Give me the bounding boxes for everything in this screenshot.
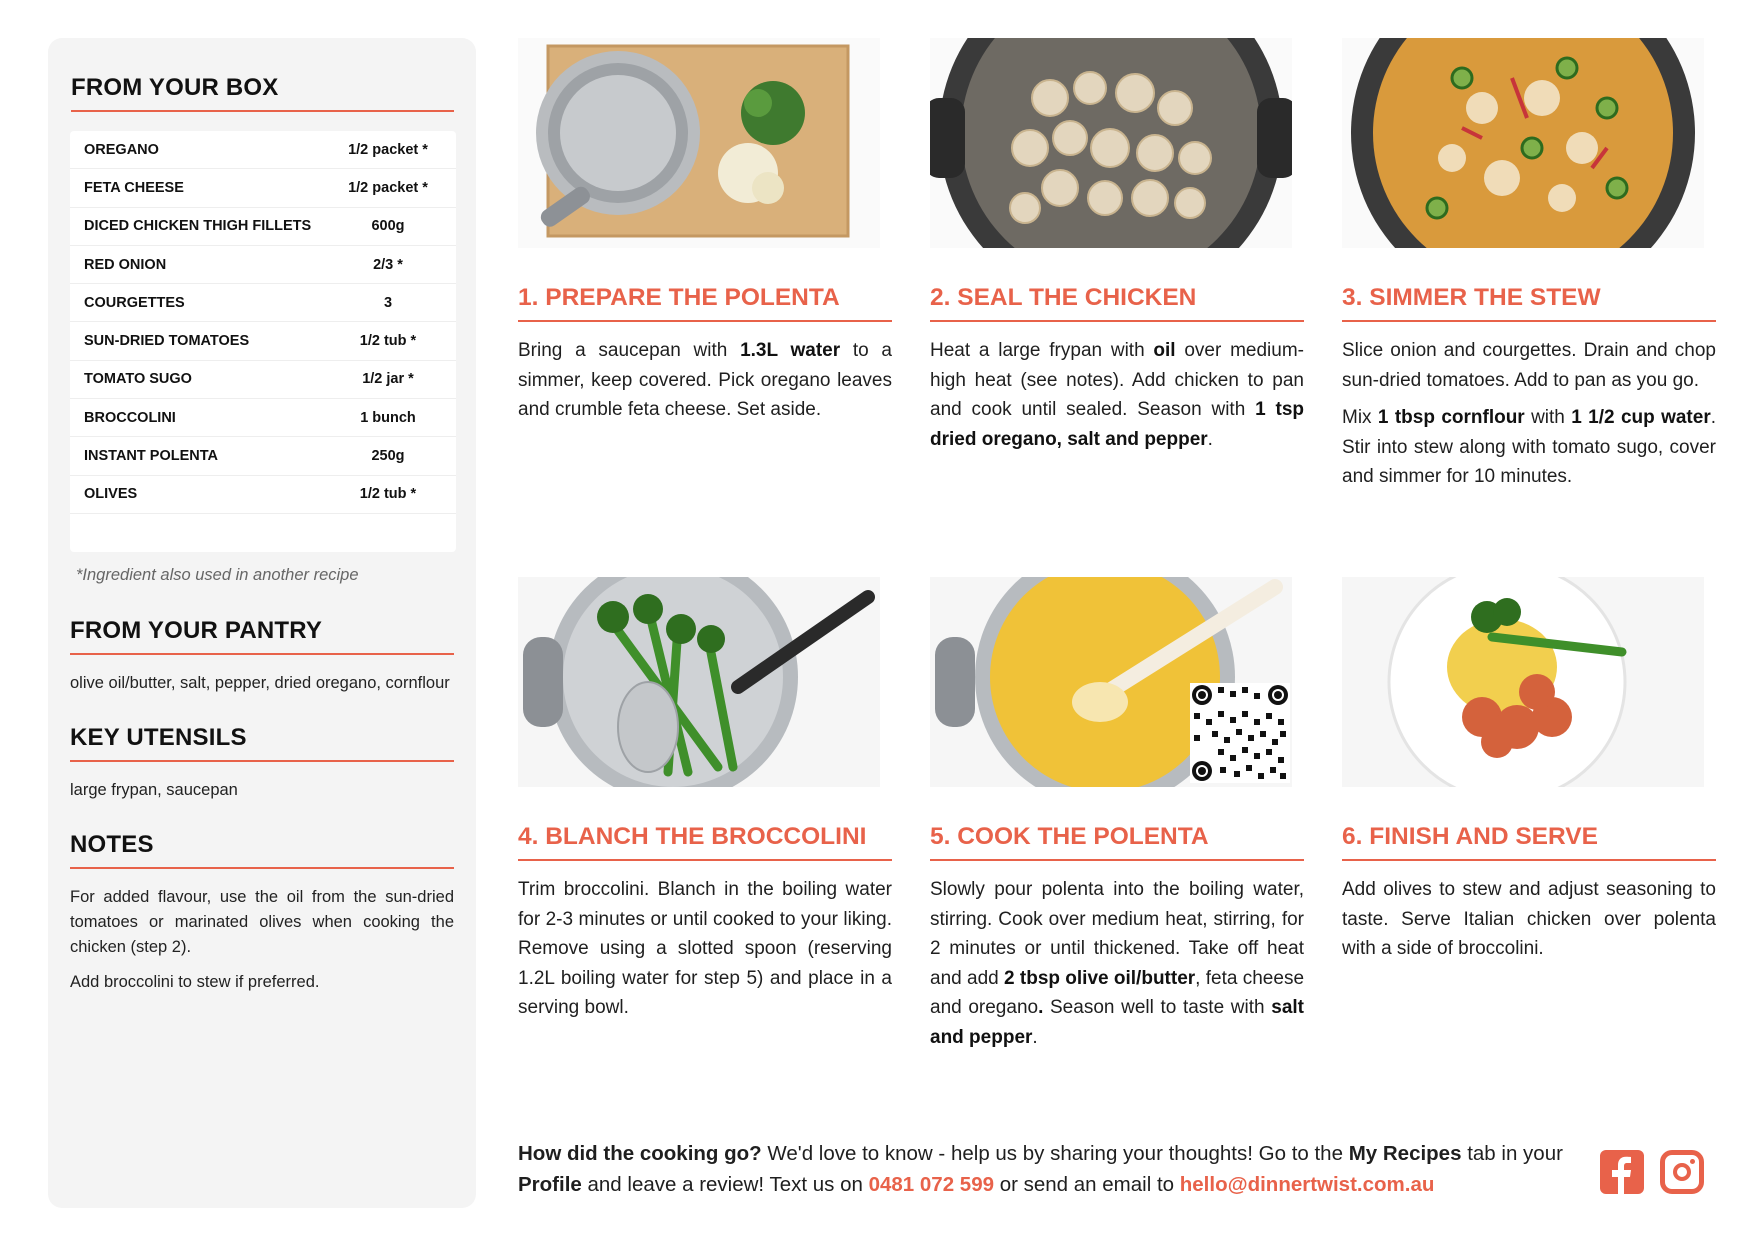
step-3-photo	[1342, 38, 1704, 248]
ingredient-qty: 1/2 packet *	[348, 179, 428, 196]
step-2-title: 2. SEAL THE CHICKEN	[930, 284, 1304, 322]
facebook-icon[interactable]	[1600, 1150, 1644, 1194]
ingredient-name: TOMATO SUGO	[84, 371, 192, 388]
ingredient-row	[70, 437, 456, 475]
step-6	[1342, 577, 1716, 964]
step-1-photo	[518, 38, 880, 248]
ingredient-qty: 250g	[371, 448, 405, 465]
utensils-heading: KEY UTENSILS	[70, 724, 454, 762]
pantry-section	[70, 617, 454, 696]
email-link[interactable]: hello@dinnertwist.com.au	[1179, 1173, 1435, 1196]
pantry-text: olive oil/butter, salt, pepper, dried oregano, cornflour	[70, 674, 450, 692]
ingredient-name: RED ONION	[84, 256, 167, 273]
note-text: Add broccolini to stew if preferred.	[70, 973, 320, 991]
step-5-photo	[930, 577, 1292, 787]
ingredient-name: OREGANO	[84, 141, 159, 158]
ingredient-qty: 600g	[371, 218, 405, 235]
step-5-title: 5. COOK THE POLENTA	[930, 823, 1304, 861]
step-5-text: Slowly pour polenta into the boiling water, stirring. Cook over medium heat, stirring, for 2 minutes or until thickened. Take off heat and add 2 tbsp olive oil/butter, feta cheese and oregano. Season well to taste with salt and pepper.	[930, 879, 1305, 1048]
step-2-photo	[930, 38, 1292, 248]
ingredient-qty: 1/2 tub *	[359, 333, 417, 350]
step-4-photo	[518, 577, 880, 787]
note-text: For added flavour, use the oil from the sun-dried tomatoes or marinated olives when cooking the chicken (step 2).	[70, 888, 454, 956]
notes-section	[70, 831, 454, 995]
ingredients-sidebar	[48, 38, 476, 1208]
step-1	[518, 38, 892, 425]
step-1-text: Bring a saucepan with 1.3L water to a simmer, keep covered. Pick oregano leaves and crumble feta cheese. Set aside.	[518, 340, 892, 420]
ingredient-row	[70, 476, 456, 514]
notes-heading: NOTES	[70, 831, 454, 869]
utensils-text: large frypan, saucepan	[70, 781, 238, 799]
instagram-icon[interactable]	[1660, 1150, 1704, 1194]
step-4-title: 4. BLANCH THE BROCCOLINI	[518, 823, 892, 861]
ingredient-row	[70, 399, 456, 437]
step-1-title: 1. PREPARE THE POLENTA	[518, 284, 892, 322]
ingredient-row	[70, 284, 456, 322]
ingredient-name: FETA CHEESE	[84, 179, 184, 196]
ingredient-name: INSTANT POLENTA	[84, 448, 218, 465]
pantry-heading: FROM YOUR PANTRY	[70, 617, 454, 655]
phone-link[interactable]: 0481 072 599	[868, 1173, 994, 1196]
from-your-box-heading: FROM YOUR BOX	[71, 74, 454, 112]
utensils-section	[70, 724, 454, 803]
step-6-title: 6. FINISH AND SERVE	[1342, 823, 1716, 861]
ingredient-qty: 1/2 packet *	[348, 141, 428, 158]
ingredient-row	[70, 169, 456, 207]
step-3	[1342, 38, 1716, 492]
ingredient-name: COURGETTES	[84, 294, 185, 311]
step-2-text: Heat a large frypan with oil over medium-high heat (see notes). Add chicken to pan and cook until sealed. Season with 1 tsp dried oregano, salt and pepper.	[930, 340, 1304, 450]
ingredient-row	[70, 246, 456, 284]
ingredient-row	[70, 361, 456, 399]
step-2	[930, 38, 1304, 454]
ingredient-name: OLIVES	[84, 486, 138, 503]
ingredient-table	[70, 131, 456, 552]
ingredient-name: SUN-DRIED TOMATOES	[84, 333, 250, 350]
step-6-photo	[1342, 577, 1704, 787]
ingredient-qty: 3	[383, 294, 393, 311]
qr-code[interactable]	[1190, 683, 1290, 783]
feedback-footer: How did the cooking go? We'd love to know - help us by sharing your thoughts! Go to the My Recipes tab in your Profile and leave a review! Text us on 0481 072 599 or send an email to hello@dinnertwist.com.au	[518, 1142, 1563, 1196]
ingredient-qty: 2/3 *	[373, 256, 403, 273]
ingredient-qty: 1/2 jar *	[362, 371, 414, 388]
ingredient-footnote: *Ingredient also used in another recipe	[76, 566, 359, 584]
ingredient-qty: 1/2 tub *	[359, 486, 417, 503]
ingredient-name: DICED CHICKEN THIGH FILLETS	[84, 218, 312, 235]
step-3-text: Slice onion and courgettes. Drain and chop sun-dried tomatoes. Add to pan as you go. Mix 1 tbsp cornflour with 1 1/2 cup water. Stir into stew along with tomato sugo, cover and simmer for 10 minutes.	[1342, 340, 1716, 487]
step-6-text: Add olives to stew and adjust seasoning to taste. Serve Italian chicken over polenta with a side of broccolini.	[1342, 879, 1716, 959]
ingredient-row	[70, 131, 456, 169]
ingredient-row	[70, 208, 456, 246]
ingredient-qty: 1 bunch	[360, 409, 416, 426]
step-4	[518, 577, 892, 1023]
ingredient-name: BROCCOLINI	[84, 409, 176, 426]
step-5	[930, 577, 1304, 1052]
step-3-title: 3. SIMMER THE STEW	[1342, 284, 1716, 322]
step-4-text: Trim broccolini. Blanch in the boiling water for 2-3 minutes or until cooked to your liking. Remove using a slotted spoon (reserving 1.2L boiling water for step 5) and place in a serving bowl.	[518, 879, 892, 1018]
ingredient-row	[70, 322, 456, 360]
